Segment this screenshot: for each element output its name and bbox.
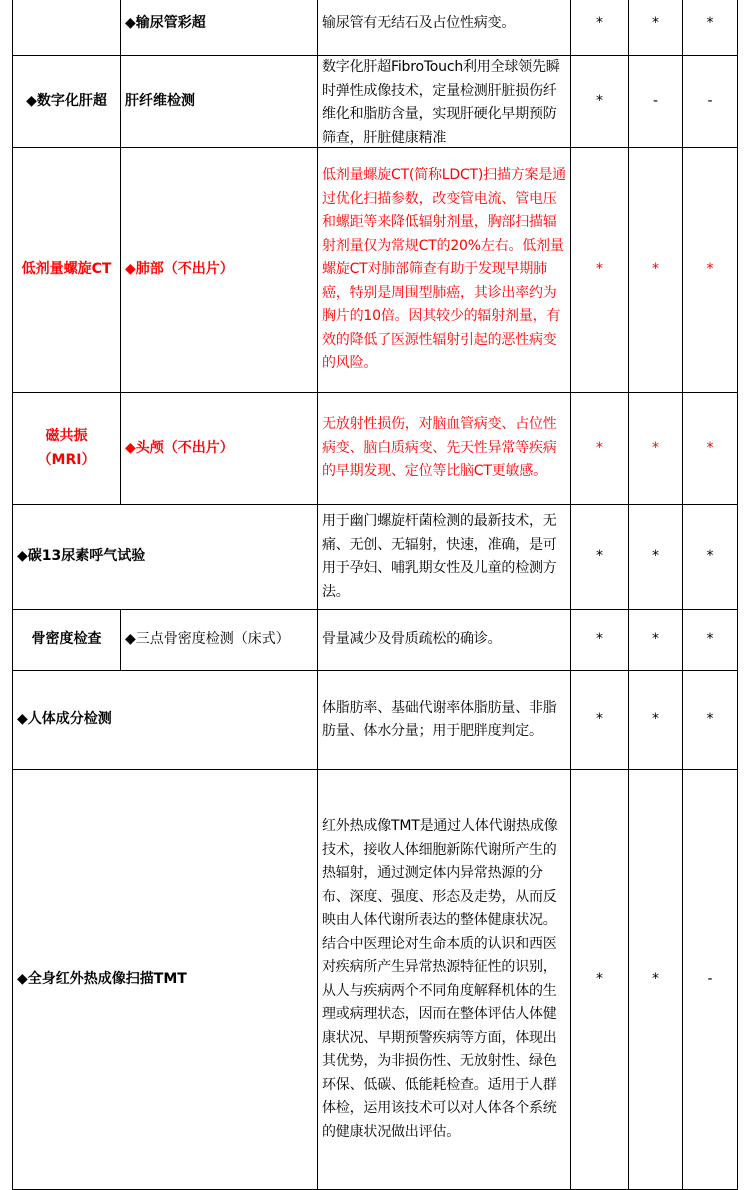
table-row bbox=[13, 770, 738, 1190]
item-cell: ◆输尿管彩超 bbox=[121, 0, 318, 56]
table-row bbox=[13, 610, 738, 671]
mark-cell: * bbox=[629, 770, 683, 1190]
category-cell bbox=[13, 0, 121, 56]
table-row bbox=[13, 671, 738, 770]
description-cell: 低剂量螺旋CT(简称LDCT)扫描方案是通过优化扫描参数，改变管电流、管电压和螺距等来降低辐射剂量，胸部扫描辐射剂量仅为常规CT的20%左右。低剂量螺旋CT对肺部筛查有助于发现早期肺癌，特别是周围型肺癌，其诊出率约为胸片的10倍。因其较少的辐射剂量，有效的降低了医源性辐射引起的恶性病变的风险。 bbox=[318, 148, 571, 393]
mark-cell: * bbox=[629, 0, 683, 56]
description-cell: 无放射性损伤，对脑血管病变、占位性病变、脑白质病变、先天性异常等疾病的早期发现、定位等比脑CT更敏感。 bbox=[318, 393, 571, 505]
table-row bbox=[13, 505, 738, 610]
mark-cell: * bbox=[571, 148, 629, 393]
table-row bbox=[13, 393, 738, 505]
mark-cell: * bbox=[683, 148, 738, 393]
mark-cell: * bbox=[629, 505, 683, 610]
item-cell: ◆肺部（不出片） bbox=[121, 148, 318, 393]
mark-cell: - bbox=[683, 56, 738, 148]
category-cell: ◆人体成分检测 bbox=[13, 671, 318, 770]
mark-cell: * bbox=[683, 610, 738, 671]
table-row bbox=[13, 56, 738, 148]
mark-cell: - bbox=[683, 770, 738, 1190]
category-line: （MRI） bbox=[37, 451, 96, 468]
mark-cell: * bbox=[571, 770, 629, 1190]
mark-cell: * bbox=[629, 610, 683, 671]
description-cell: 体脂肪率、基础代谢率体脂肪量、非脂肪量、体水分量；用于肥胖度判定。 bbox=[318, 671, 571, 770]
category-cell bbox=[13, 393, 121, 505]
description-cell bbox=[318, 56, 571, 148]
item-cell: ◆三点骨密度检测（床式） bbox=[121, 610, 318, 671]
table-row bbox=[13, 0, 738, 56]
mark-cell: * bbox=[629, 148, 683, 393]
mark-cell: * bbox=[571, 505, 629, 610]
item-cell: ◆头颅（不出片） bbox=[121, 393, 318, 505]
category-cell: ◆全身红外热成像扫描TMT bbox=[13, 770, 318, 1190]
item-cell: 肝纤维检测 bbox=[121, 56, 318, 148]
mark-cell: * bbox=[571, 393, 629, 505]
category-cell: ◆碳13尿素呼气试验 bbox=[13, 505, 318, 610]
mark-cell: * bbox=[683, 671, 738, 770]
mark-cell: * bbox=[571, 671, 629, 770]
table-row bbox=[13, 148, 738, 393]
description-cell: 输尿管有无结石及占位性病变。 bbox=[318, 0, 571, 56]
description-cell: 红外热成像TMT是通过人体代谢热成像技术，接收人体细胞新陈代谢所产生的热辐射，通过测定体内异常热源的分布、深度、强度、形态及走势，从而反映由人体代谢所表达的整体健康状况。结合中医理论对生命本质的认识和西医对疾病所产生异常热源特征性的识别，从人与疾病两个不同角度解释机体的生理或病理状态，因而在整体评估人体健康状况、早期预警疾病等方面，体现出其优势，为非损伤性、无放射性、绿色环保、低碳、低能耗检查。适用于人群体检，运用该技术可以对人体各个系统的健康状况做出评估。 bbox=[318, 770, 571, 1190]
mark-cell: * bbox=[571, 0, 629, 56]
mark-cell: * bbox=[571, 56, 629, 148]
mark-cell: * bbox=[683, 393, 738, 505]
mark-cell: * bbox=[629, 393, 683, 505]
mark-cell: * bbox=[683, 0, 738, 56]
mark-cell: * bbox=[683, 505, 738, 610]
category-cell: ◆数字化肝超 bbox=[13, 56, 121, 148]
category-cell: 骨密度检查 bbox=[13, 610, 121, 671]
mark-cell: * bbox=[571, 610, 629, 671]
description-cell: 用于幽门螺旋杆菌检测的最新技术，无痛、无创、无辐射，快速，准确，是可用于孕妇、哺乳期女性及儿童的检测方法。 bbox=[318, 505, 571, 610]
description-text: 数字化肝超FibroTouch利用全球领先瞬时弹性成像技术，定量检测肝脏损伤纤维化和脂肪含量，实现肝硬化早期预防筛查，肝脏健康精准 bbox=[322, 59, 560, 146]
mark-cell: - bbox=[629, 56, 683, 148]
description-cell: 骨量减少及骨质疏松的确诊。 bbox=[318, 610, 571, 671]
category-cell: 低剂量螺旋CT bbox=[13, 148, 121, 393]
category-line: 磁共振 bbox=[45, 428, 88, 444]
mark-cell: * bbox=[629, 671, 683, 770]
exam-table bbox=[12, 0, 738, 1190]
